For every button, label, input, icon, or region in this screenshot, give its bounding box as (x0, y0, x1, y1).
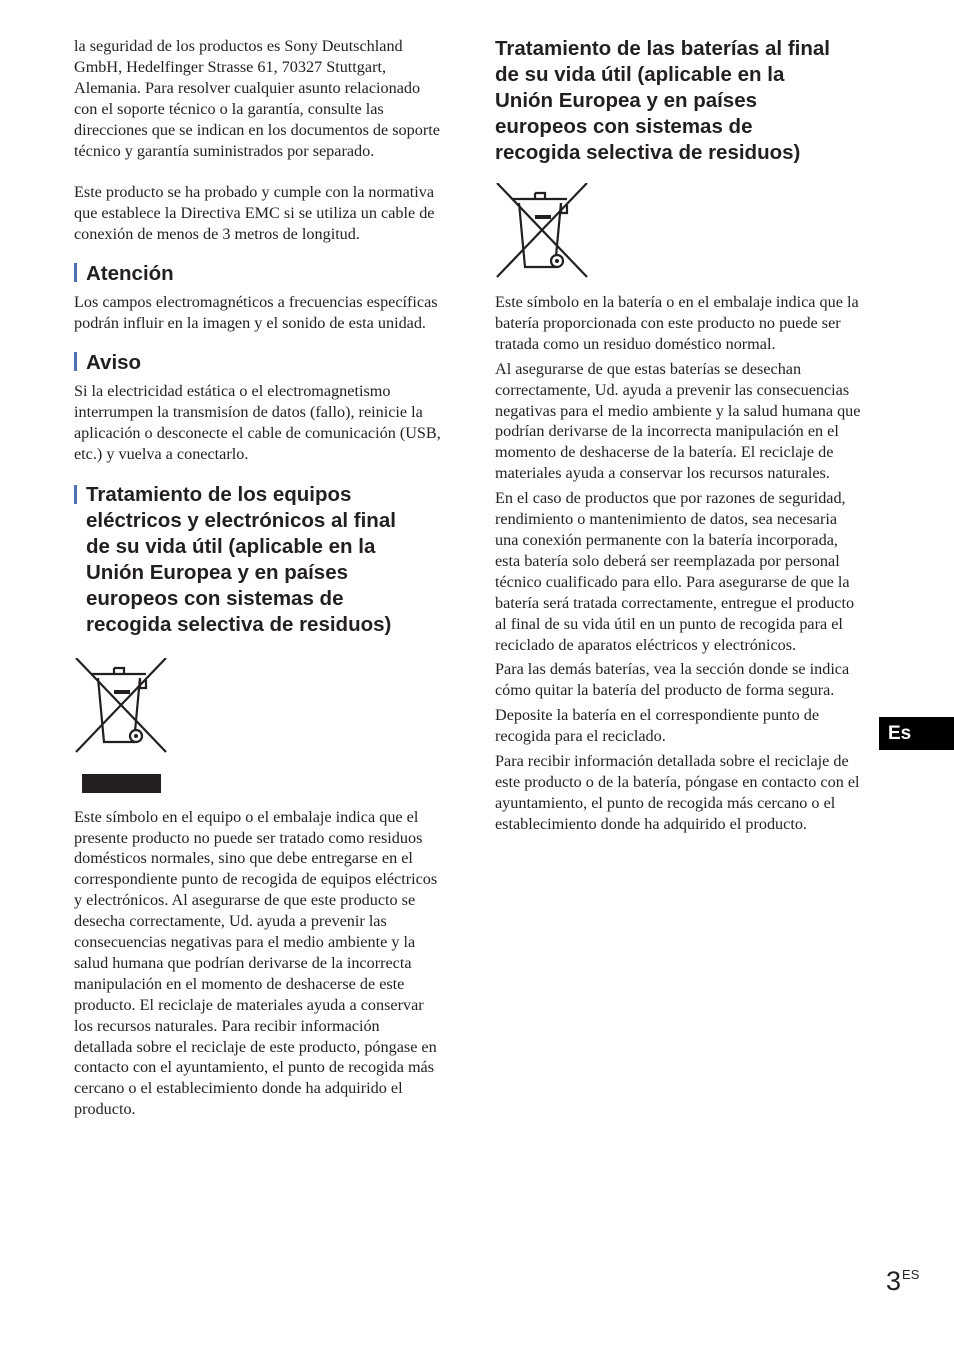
paragraph-atencion: Los campos electromagnéticos a frecuencias específicas podrán influir en la imagen y el sonido de esta unidad. (74, 293, 438, 333)
heading-line: de su vida útil (aplicable en la (86, 534, 376, 558)
paragraph-baterias-simbolo: Este símbolo en la batería o en el embalaje indica que la batería proporcionada con este producto no puede ser tratada como un residuo doméstico normal. (495, 293, 859, 353)
paragraph-emc-directive: Este producto se ha probado y cumple con la normativa que establece la Directiva EMC si se utiliza un cable de conexión de menos de 3 metros de longitud. (74, 183, 435, 244)
heading-line: de su vida útil (aplicable en la (495, 63, 785, 86)
heading-baterias (495, 36, 863, 166)
heading-line: Tratamiento de las baterías al final (495, 37, 830, 60)
paragraph-baterias-informacion: Para recibir información detallada sobre el reciclaje de este producto o de la batería, póngase en contacto con el ayuntamiento, el punto de recogida más cercano o el establecimiento donde ha adquirido el producto. (495, 752, 860, 833)
heading-atencion: Atención (74, 261, 442, 287)
heading-line: Unión Europea y en países (86, 560, 349, 584)
heading-line: europeos con sistemas de (495, 115, 753, 138)
right-column (495, 36, 863, 835)
page-number-suffix: ES (902, 1267, 920, 1282)
paragraph-aviso: Si la electricidad estática o el electromagnetismo interrumpen la transmisíon de datos (fallo), reinicie la aplicación o desconecte el cable de comunicación (USB, etc.) y vuelva a conectarlo. (74, 381, 441, 463)
paragraph-manufacturer-contact: la seguridad de los productos es Sony Deutschland GmbH, Hedelfinger Strasse 61, 70327 Stuttgart, Alemania. Para resolver cualquier asunto relacionado con el soporte técnico o la garantía, consulte las direcciones que se indican en los documentos de soporte técnico y garantía suministrados por separado. (74, 37, 440, 160)
crossed-out-wheelie-bin-icon (495, 183, 591, 283)
paragraph-baterias-desecho: Al asegurarse de que estas baterías se desechan correctamente, Ud. ayuda a prevenir las consecuencias negativas para el medio ambiente y la salud humana que podrían derivarse de la incorrecta manipulación en el momento de deshacerse de la batería. El reciclaje de materiales ayuda a conservar los recursos naturales. (495, 359, 861, 483)
heading-line: eléctricos y electrónicos al final (86, 508, 396, 532)
heading-line: Tratamiento de los equipos (86, 482, 352, 506)
language-tab: Es (879, 717, 954, 750)
paragraph-baterias-demas: Para las demás baterías, vea la sección donde se indica cómo quitar la batería del producto de forma segura. (495, 660, 850, 700)
crossed-out-wheelie-bin-icon (74, 658, 170, 798)
paragraph-equipos: Este símbolo en el equipo o el embalaje indica que el presente producto no puede ser tratado como residuos domésticos normales, sino que debe entregarse en el correspondiente punto de recogida de equipos eléctricos y electrónicos. Al asegurarse de que este producto se desecha correctamente, Ud. ayuda a prevenir las consecuencias negativas para el medio ambiente y la salud humana que podrían derivarse de la incorrecta manipulación en el momento de deshacerse de este producto. El reciclaje de materiales ayuda a conservar los recursos naturales. Para recibir información detallada sobre el reciclaje de este producto, póngase en contacto con el ayuntamiento, el punto de recogida más cercano o el establecimiento donde ha adquirido el producto. (74, 807, 438, 1119)
page-number (886, 1266, 919, 1297)
heading-line: europeos con sistemas de (86, 586, 344, 610)
left-column (74, 36, 442, 1120)
page-number-value: 3 (886, 1266, 902, 1296)
heading-equipos-electricos (74, 482, 442, 638)
heading-line: recogida selectiva de residuos) (495, 141, 801, 164)
paragraph-baterias-deposite: Deposite la batería en el correspondiente punto de recogida para el reciclado. (495, 706, 820, 746)
heading-line: recogida selectiva de residuos) (86, 612, 392, 636)
paragraph-baterias-incorporada: En el caso de productos que por razones de seguridad, rendimiento o mantenimiento de datos, sea necesaria una conexión permanente con la batería incorporada, esta batería solo deberá ser reemplazada por personal técnico cualificado para ello. Para asegurarse de que la batería será tratada correctamente, entregue el producto al final de su vida útil en un punto de recogida para el reciclado de aparatos eléctricos y electrónicos. (495, 489, 855, 654)
heading-line: Unión Europea y en países (495, 89, 758, 112)
heading-aviso: Aviso (74, 350, 442, 376)
